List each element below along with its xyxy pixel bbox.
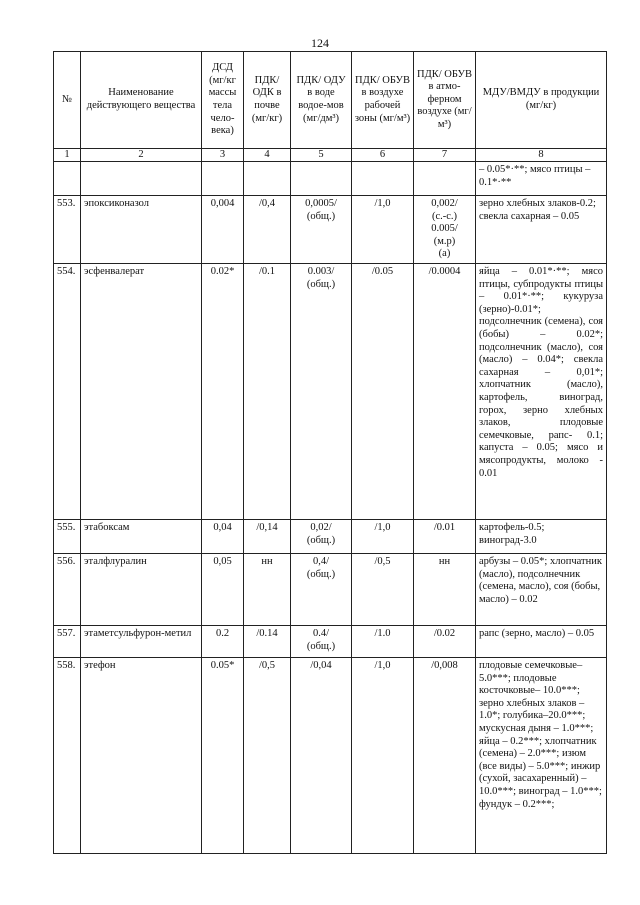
header-mrl: МДУ/ВМДУ в продукции (мг/кг) <box>476 52 607 149</box>
substance-name: эсфенвалерат <box>81 264 202 520</box>
header-name: Наименование действующего вещества <box>81 52 202 149</box>
soil-value: /0.14 <box>244 626 291 658</box>
table-row <box>54 658 607 854</box>
atmospheric-value: /0.02 <box>414 626 476 658</box>
workzone-value: /0,5 <box>352 554 414 626</box>
mrl-value: зерно хлебных злаков-0.2; свекла сахарная – 0.05 <box>476 196 607 264</box>
header-atmospheric-air: ПДК/ ОБУВ в атмо-ферном воздухе (мг/м³) <box>414 52 476 149</box>
row-number: 554. <box>54 264 81 520</box>
mrl-value: арбузы – 0.05*; хлопчатник (масло), подсолнечник (семена, масло), соя (бобы, масло) – 0.02 <box>476 554 607 626</box>
row-number: 557. <box>54 626 81 658</box>
column-number: 5 <box>291 149 352 162</box>
header-water: ПДК/ ОДУ в воде водое-мов (мг/дм³) <box>291 52 352 149</box>
substance-name: эталфлуралин <box>81 554 202 626</box>
row-number: 553. <box>54 196 81 264</box>
mrl-value: плодовые семечковые– 5.0***; плодовые косточковые– 10.0***; зерно хлебных злаков – 1.0*; голубика–20.0***; мускусная дыня – 1.0***; яйца – 0.2***; хлопчатник (семена) – 2.0***; изюм (все виды) – 5.0***; инжир (сухой, засахаренный) – 10.0***; виноград – 1.0***; фундук – 0.2***; <box>476 658 607 854</box>
workzone-value: /1,0 <box>352 520 414 554</box>
water-value: /0,04 <box>291 658 352 854</box>
atmospheric-value: 0,002/ (с.-с.) 0.005/ (м.р) (а) <box>414 196 476 264</box>
column-number: 3 <box>202 149 244 162</box>
table-row <box>54 264 607 520</box>
dsd-value: 0,04 <box>202 520 244 554</box>
workzone-value: /1,0 <box>352 658 414 854</box>
header-no: № <box>54 52 81 149</box>
row-number: 558. <box>54 658 81 854</box>
mrl-value: яйца – 0.01*·**; мясо птицы, субпродукты птицы – 0.01*·**; кукуруза (зерно)-0.01*; подсолнечник (семена), соя (бобы) – 0.02*; подсолнечник (масло), соя (масло) – 0.04*; свекла сахарная – 0,01*; хлопчатник (масло), картофель, виноград, горох, зерно хлебных злаков, плодовые семечковые, рапс- 0.1; капуста – 0.05; мясо и мясопродукты, молоко - 0.01 <box>476 264 607 520</box>
atmospheric-value: /0.0004 <box>414 264 476 520</box>
column-number: 2 <box>81 149 202 162</box>
header-dsd: ДСД (мг/кг массы тела чело-века) <box>202 52 244 149</box>
soil-value: /0,4 <box>244 196 291 264</box>
dsd-value: 0.2 <box>202 626 244 658</box>
mrl-value: картофель-0.5; виноград-3.0 <box>476 520 607 554</box>
table-row <box>54 196 607 264</box>
atmospheric-value: нн <box>414 554 476 626</box>
dsd-value: 0,05 <box>202 554 244 626</box>
header-row <box>54 52 607 149</box>
soil-value: /0,5 <box>244 658 291 854</box>
water-value: 0,0005/ (общ.) <box>291 196 352 264</box>
water-value: 0.003/ (общ.) <box>291 264 352 520</box>
workzone-value: /1,0 <box>352 196 414 264</box>
atmospheric-value: /0,008 <box>414 658 476 854</box>
substance-name: этабоксам <box>81 520 202 554</box>
dsd-value: 0.05* <box>202 658 244 854</box>
substance-name: этефон <box>81 658 202 854</box>
header-workzone-air: ПДК/ ОБУВ в воздухе рабочей зоны (мг/м³) <box>352 52 414 149</box>
column-number: 1 <box>54 149 81 162</box>
column-number: 6 <box>352 149 414 162</box>
dsd-value: 0,004 <box>202 196 244 264</box>
workzone-value: /0.05 <box>352 264 414 520</box>
soil-value: /0,14 <box>244 520 291 554</box>
regulation-table <box>53 51 607 854</box>
row-number: 555. <box>54 520 81 554</box>
table-row <box>54 554 607 626</box>
column-number: 7 <box>414 149 476 162</box>
row-number: 556. <box>54 554 81 626</box>
mrl-value: рапс (зерно, масло) – 0.05 <box>476 626 607 658</box>
table-row <box>54 520 607 554</box>
header-soil: ПДК/ ОДК в почве (мг/кг) <box>244 52 291 149</box>
continuation-mrl: – 0.05*·**; мясо птицы – 0.1*·** <box>476 162 607 196</box>
water-value: 0,4/ (общ.) <box>291 554 352 626</box>
table-row <box>54 626 607 658</box>
substance-name: этаметсульфурон-метил <box>81 626 202 658</box>
soil-value: нн <box>244 554 291 626</box>
dsd-value: 0.02* <box>202 264 244 520</box>
workzone-value: /1.0 <box>352 626 414 658</box>
atmospheric-value: /0.01 <box>414 520 476 554</box>
continuation-row <box>54 162 607 196</box>
water-value: 0.4/ (общ.) <box>291 626 352 658</box>
page-number: 124 <box>311 36 329 50</box>
water-value: 0,02/ (общ.) <box>291 520 352 554</box>
column-number-row <box>54 149 607 162</box>
soil-value: /0.1 <box>244 264 291 520</box>
substance-name: эпоксиконазол <box>81 196 202 264</box>
column-number: 8 <box>476 149 607 162</box>
column-number: 4 <box>244 149 291 162</box>
